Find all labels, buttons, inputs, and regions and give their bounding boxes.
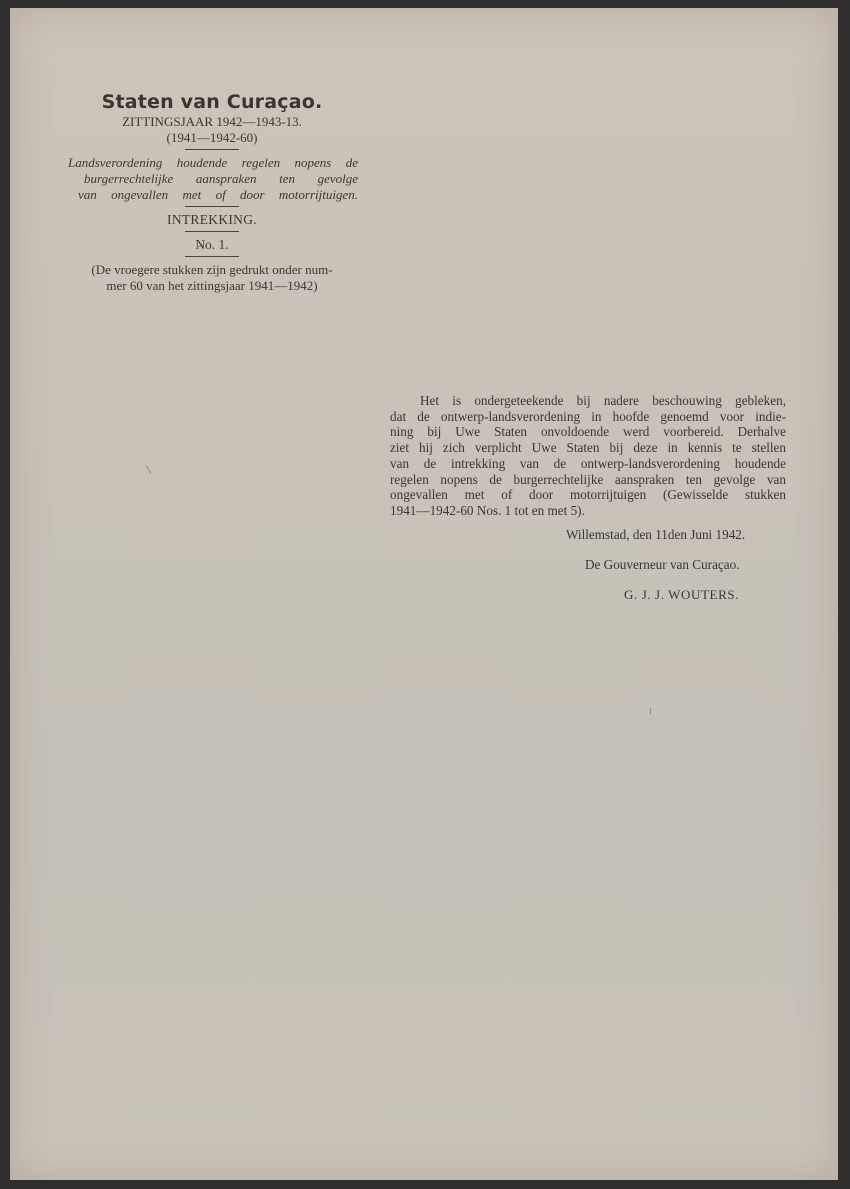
paragraph-line: dat de ontwerp-landsverordening in hoofde genoemd voor indie- (390, 408, 786, 424)
paper-speck (650, 708, 651, 714)
document-body (390, 393, 786, 519)
withdrawal-heading: INTREKKING. (167, 212, 257, 227)
assembly-title: Staten van Curaçao. (101, 91, 323, 113)
ordinance-subject (68, 155, 358, 203)
paragraph-line: Het is ondergeteekende bij nadere beschouwing gebleken, (420, 393, 786, 408)
paragraph-line: ongevallen met of door motorrijtuigen (Gewisselde stukken (390, 487, 786, 503)
previous-session: (1941—1942-60) (166, 130, 258, 145)
signatory-name: G. J. J. WOUTERS. (624, 587, 740, 602)
paragraph-line: van de intrekking van de ontwerp-landsverordening houdende (390, 455, 786, 471)
divider-rule (185, 231, 239, 232)
governor-title: De Gouverneur van Curaçao. (585, 557, 740, 572)
paragraph-line: 1941—1942-60 Nos. 1 tot en met 5). (390, 502, 585, 518)
session-year: ZITTINGSJAAR 1942—1943-13. (122, 114, 302, 129)
paragraph-line: ziet hij zich verplicht Uwe Staten bij deze in kennis te stellen (390, 440, 786, 456)
subject-line: van ongevallen met of door motorrijtuigen. (78, 187, 358, 202)
place-and-date: Willemstad, den 11den Juni 1942. (566, 527, 746, 542)
subject-line: burgerrechtelijke aanspraken ten gevolge (84, 171, 358, 186)
paper-speck (146, 465, 151, 473)
document-number: No. 1. (195, 237, 229, 252)
paragraph-line: ning bij Uwe Staten onvoldoende werd voorbereid. Derhalve (390, 424, 786, 440)
body-paragraph (390, 393, 786, 519)
previous-documents-note (62, 262, 362, 294)
note-line: (De vroegere stukken zijn gedrukt onder num- (91, 262, 333, 277)
divider-rule (185, 206, 239, 207)
subject-line: Landsverordening houdende regelen nopens de (68, 155, 358, 170)
paragraph-line: regelen nopens de burgerrechtelijke aanspraken ten gevolge van (390, 471, 786, 487)
document-header (62, 90, 362, 294)
divider-rule (185, 149, 239, 150)
divider-rule (185, 256, 239, 257)
note-line: mer 60 van het zittingsjaar 1941—1942) (106, 278, 318, 293)
